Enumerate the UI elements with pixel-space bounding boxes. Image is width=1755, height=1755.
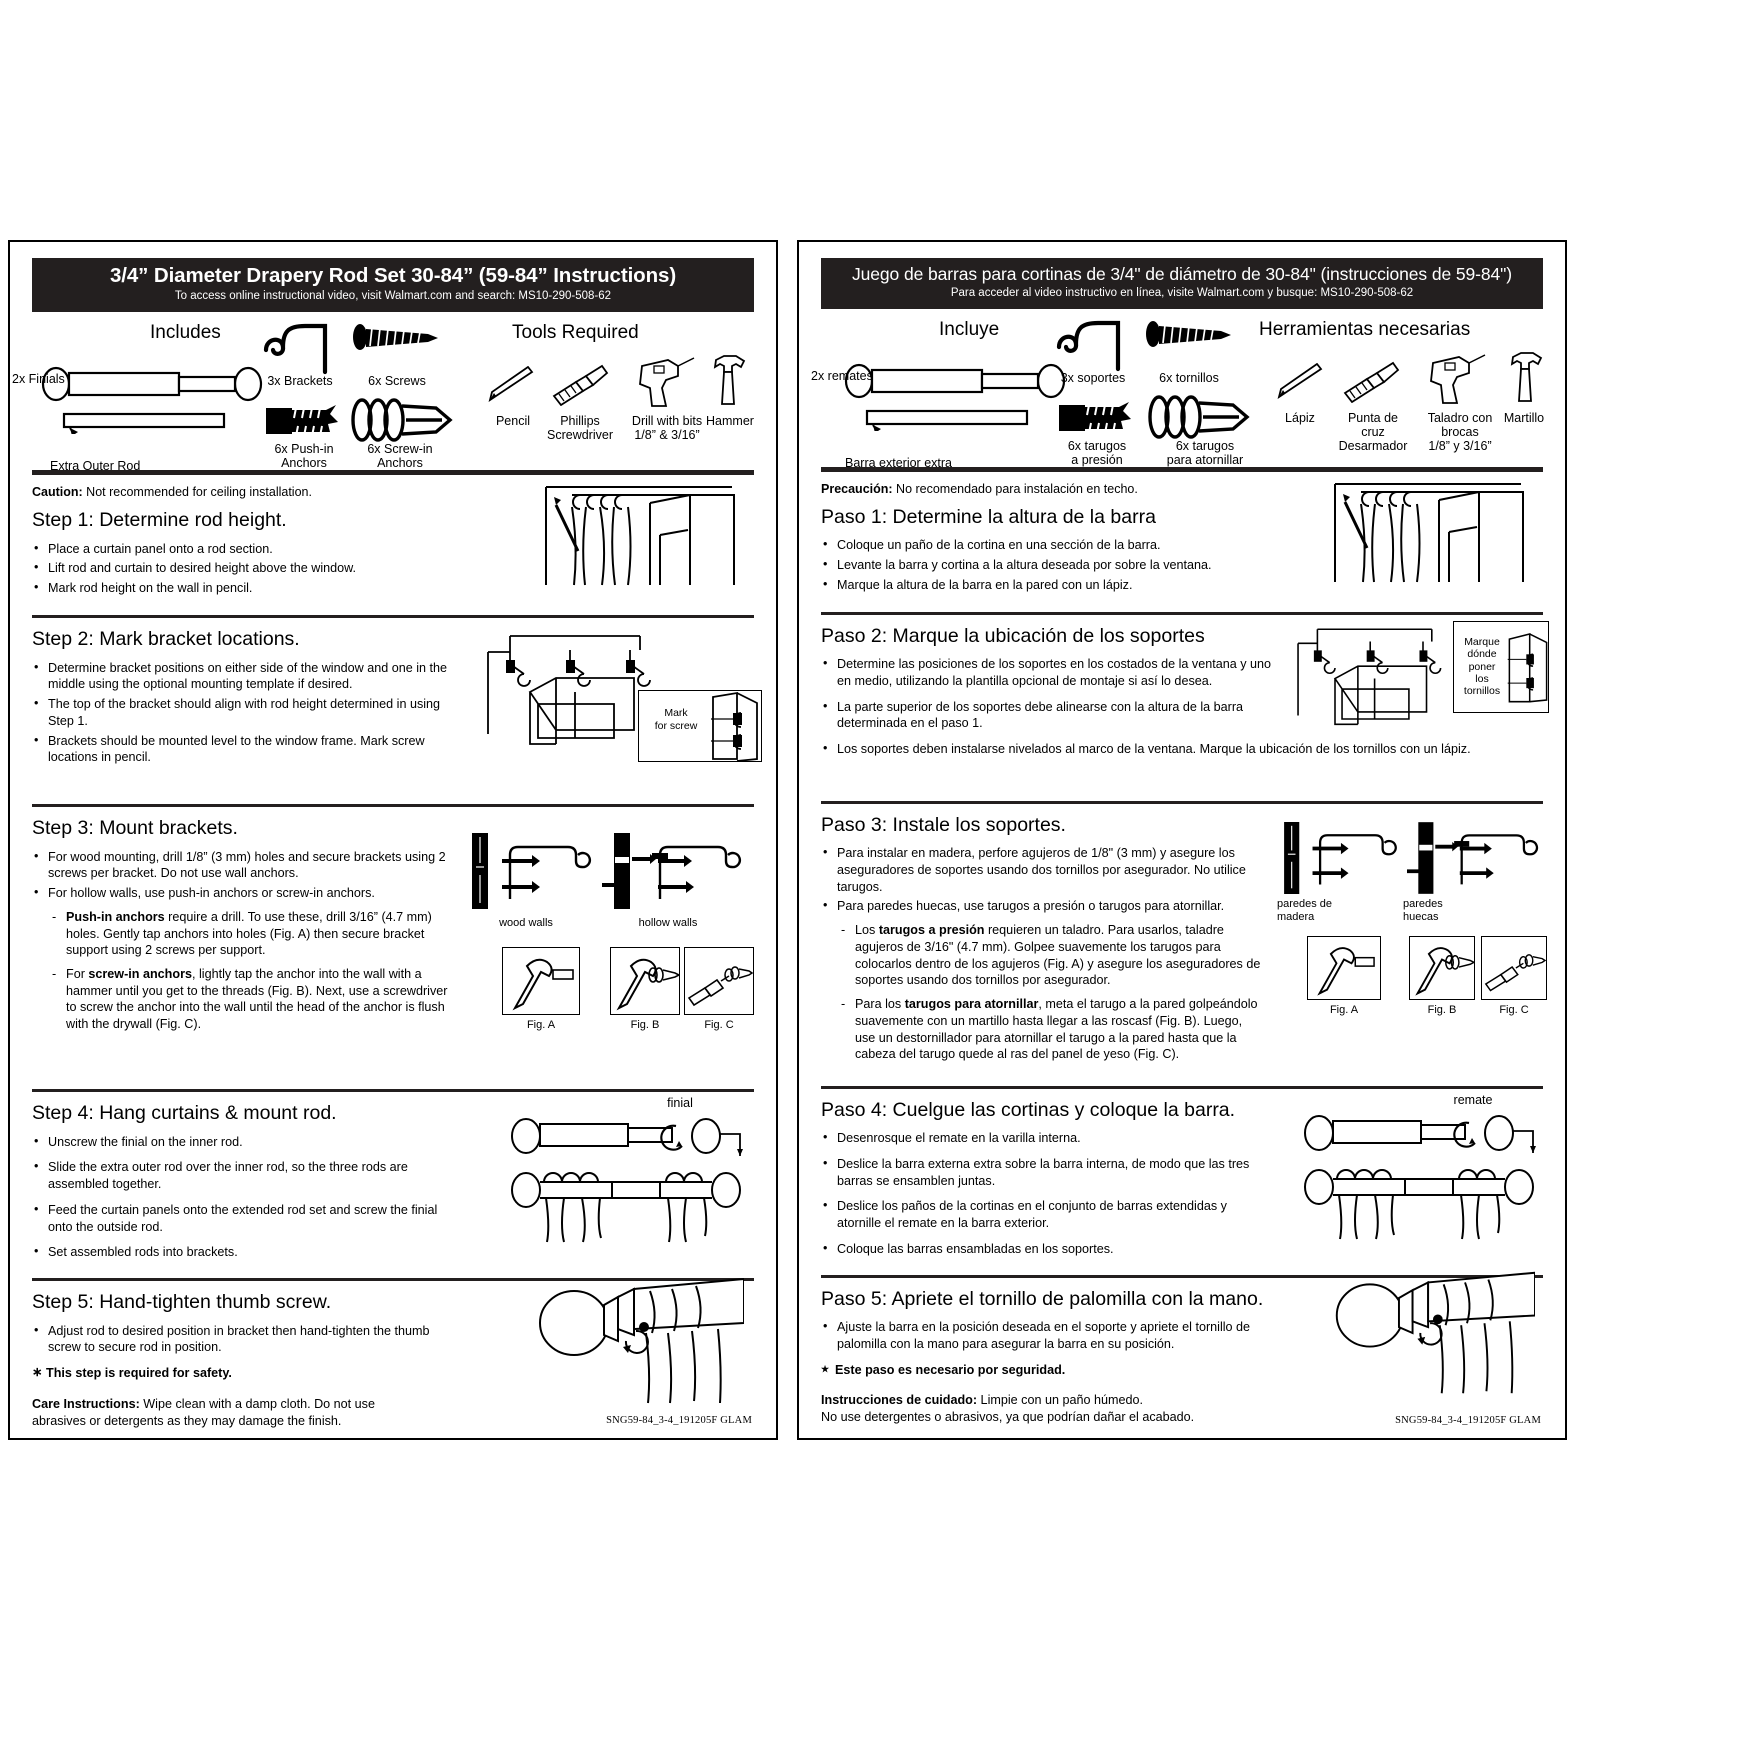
step-2-bullet: • Determine bracket positions on either side of the window and one in the middle using the optional mounting template if desired.: [32, 660, 452, 693]
fig-b-caption-english: Fig. B: [630, 1019, 660, 1032]
figure-a-box: [1307, 936, 1381, 1000]
section-step-2-spanish: [821, 615, 1543, 801]
step-5-bullet: • Ajuste la barra en la posición deseada en el soporte y apriete el tornillo de palomilla con la mano para asegurar la barra en su posición.: [821, 1319, 1271, 1352]
label-hollow-walls-english: hollow walls: [638, 917, 698, 930]
bracket-icon: [1053, 315, 1135, 373]
curtain-on-rod-illustration: [532, 481, 742, 591]
label-drill-line2-spanish: brocas: [1441, 424, 1479, 439]
label-screw-in-anchors-line1-english: 6x Screw-in: [367, 442, 433, 457]
figure-b-box: [1409, 936, 1475, 1000]
push-in-anchors-bold-spanish: tarugos a presión: [878, 923, 985, 938]
fig-a-caption-english: Fig. A: [526, 1019, 556, 1032]
care-instructions-spanish: [821, 1392, 1271, 1409]
title-bar-spanish: [821, 258, 1543, 309]
includes-band-english: [12, 320, 754, 474]
drill-icon: [1423, 351, 1489, 405]
caution-label-spanish: Precaución:: [821, 481, 893, 496]
mark-screws-line1-spanish: Marque: [1464, 635, 1500, 648]
label-brackets-spanish: 3x soportes: [1060, 370, 1126, 385]
label-brackets-english: 3x Brackets: [267, 374, 333, 389]
mark-screws-detail-box-spanish: [1453, 621, 1549, 713]
step-3-bullet: • For hollow walls, use push-in anchors or screw-in anchors.: [32, 885, 452, 902]
finial-label-spanish: remate: [1453, 1092, 1493, 1107]
pencil-icon: [1273, 363, 1331, 403]
tools-heading-english: Tools Required: [512, 322, 639, 344]
push-in-anchors-bold-english: Push-in anchors: [66, 909, 165, 924]
step-1-bullet: • Coloque un paño de la cortina en una sección de la barra.: [821, 537, 1543, 554]
label-hollow-walls-line2-spanish: huecas: [1403, 911, 1439, 923]
section-step-1-english: [32, 475, 754, 615]
caution-label-english: Caution:: [32, 485, 83, 500]
hammer-anchor-figure-b-icon: [611, 948, 679, 1014]
fig-c-caption-spanish: Fig. C: [1499, 1003, 1529, 1016]
screw-in-anchors-bold-spanish: tarugos para atornillar: [904, 997, 1039, 1012]
care-text-english: Wipe clean with a damp cloth. Do not use abrasives or detergents as they may damage the finish.: [32, 1396, 375, 1428]
rod-with-finials-icon: [40, 362, 280, 434]
phillips-screwdriver-icon: [1341, 359, 1403, 403]
step-3-title-spanish: Paso 3: Instale los soportes.: [821, 813, 1066, 836]
page-subtitle-english: To access online instructional video, visit Walmart.com and search: MS10-290-508-62: [174, 289, 612, 302]
thumb-screw-illustration: [1329, 1268, 1535, 1396]
step-2-bullet: • La parte superior de los soportes debe alinearse con la altura de la barra determinada en el paso 1.: [821, 699, 1283, 732]
label-drill-line2-english: 1/8” & 3/16”: [634, 428, 700, 443]
step-4-title-spanish: Paso 4: Cuelgue las cortinas y coloque la barra.: [821, 1098, 1236, 1121]
wood-wall-mount-illustration: [470, 833, 592, 909]
page-title-english: 3/4” Diameter Drapery Rod Set 30-84” (59-84” Instructions): [109, 264, 677, 287]
label-push-in-anchors-line1-english: 6x Push-in: [274, 442, 334, 457]
step-4-bullet: • Slide the extra outer rod over the inner rod, so the three rods are assembled together.: [32, 1159, 452, 1192]
step-4-bullet: • Set assembled rods into brackets.: [32, 1244, 452, 1261]
step-1-title-english: Step 1: Determine rod height.: [32, 509, 287, 532]
screw-in-anchor-icon: [1147, 393, 1255, 441]
step-1-bullet: • Lift rod and curtain to desired height above the window.: [32, 560, 754, 577]
label-extra-outer-rod-english: Extra Outer Rod: [50, 459, 141, 474]
label-screwdriver-line2-spanish: cruz: [1361, 424, 1385, 439]
label-screwdriver-line2-english: Screwdriver: [547, 428, 613, 443]
step-4-bullet: • Deslice la barra externa extra sobre la barra interna, de modo que las tres barras se ensamblen juntas.: [821, 1156, 1269, 1189]
hammer-anchor-figure-a-icon: [503, 948, 579, 1014]
pencil-icon: [484, 366, 542, 406]
step-2-bullet: • Determine las posiciones de los soportes en los costados de la ventana y uno en medio, utilizando la plantilla opcional de montaje si así lo desea.: [821, 656, 1283, 689]
figure-c-box: [684, 947, 754, 1015]
thumb-screw-illustration: [532, 1275, 744, 1405]
step-4-bullet: • Unscrew the finial on the inner rod.: [32, 1134, 452, 1151]
step-3-bullet: • Para paredes huecas, use tarugos a presión o tarugos para atornillar.: [821, 898, 1261, 915]
caution-text-spanish: No recomendado para instalación en techo.: [892, 481, 1138, 496]
step-4-bullet: • Desenrosque el remate en la varilla interna.: [821, 1130, 1269, 1147]
step-3-title-english: Step 3: Mount brackets.: [32, 817, 238, 840]
section-step-4-spanish: [821, 1089, 1543, 1275]
push-in-anchors-text-spanish: requieren un taladro. Para usarlos, taladre agujeros de 3/16" (4.7 mm). Golpee suavemente los tarugos para colocarlos dentro de los agujeros (Fig. A) y asegure los aseguradores de soportes usando dos tornillos por asegurador.: [855, 923, 1261, 988]
step-1-bullet: • Marque la altura de la barra en la pared con un lápiz.: [821, 577, 1543, 594]
label-screws-spanish: 6x tornillos: [1159, 370, 1219, 385]
label-drill-line1-english: Drill with bits: [631, 414, 703, 429]
label-push-in-anchors-line2-english: Anchors: [281, 456, 327, 471]
screw-in-anchors-pre-english: For: [66, 967, 89, 981]
label-push-in-anchors-line1-spanish: 6x tarugos: [1067, 438, 1127, 453]
curtain-on-rod-illustration: [1321, 478, 1531, 588]
step-3-sub-bullet-push-in: [32, 909, 452, 959]
mark-for-screw-line1-english: Mark: [664, 707, 688, 720]
screw-in-anchors-text-english: , lightly tap the anchor into the wall with a hammer until you get to the threads (Fig. B). Next, use a screwdriver to screw the anchor into the wall until the head of the anchor is flush with the drywall (Fig. C).: [66, 967, 448, 1032]
mark-screws-line4-spanish: los tornillos: [1463, 672, 1501, 698]
hammer-icon: [708, 354, 750, 408]
fig-b-caption-spanish: Fig. B: [1427, 1003, 1457, 1016]
screw-icon: [350, 322, 442, 356]
bracket-screw-detail-icon: [1506, 624, 1550, 710]
finial-label-english: finial: [667, 1096, 693, 1111]
label-screwdriver-line3-spanish: Desarmador: [1338, 438, 1408, 453]
step-1-bullet: • Levante la barra y cortina a la altura deseada por sobre la ventana.: [821, 557, 1543, 574]
mark-for-screw-line2-english: for screw: [654, 719, 698, 732]
includes-band-spanish: [811, 317, 1545, 470]
section-step-3-english: [32, 807, 754, 1089]
step-3-bullet: • For wood mounting, drill 1/8” (3 mm) holes and secure brackets using 2 screws per bracket. Do not use wall anchors.: [32, 849, 452, 882]
step-4-bullet: • Deslice los paños de la cortinas en el conjunto de barras extendidas y atornille el remate en la barra exterior.: [821, 1198, 1269, 1231]
rod-with-finials-icon: [843, 359, 1083, 431]
drill-icon: [632, 354, 698, 408]
panel-spanish: [797, 240, 1567, 1440]
figure-b-box: [610, 947, 680, 1015]
step-2-bullet: • The top of the bracket should align with rod height determined in using Step 1.: [32, 696, 452, 729]
step-5-bullet: • Adjust rod to desired position in bracket then hand-tighten the thumb screw to secure rod in position.: [32, 1323, 432, 1356]
label-wood-walls-line1-spanish: paredes de: [1277, 897, 1333, 910]
label-drill-line3-spanish: 1/8” y 3/16”: [1428, 438, 1492, 453]
wood-wall-mount-illustration: [1281, 822, 1399, 894]
label-extra-outer-rod-spanish: Barra exterior extra: [845, 455, 952, 470]
includes-heading-english: Includes: [150, 322, 221, 344]
step-3-sub-bullet-screw-in: [821, 996, 1261, 1063]
label-screwdriver-line1-spanish: Punta de: [1347, 410, 1399, 425]
bracket-positions-illustration: [1291, 623, 1467, 727]
label-hammer-spanish: Martillo: [1503, 410, 1545, 425]
step-4-bullet: • Coloque las barras ensambladas en los soportes.: [821, 1241, 1269, 1258]
rod-assembly-illustration: [1301, 1109, 1537, 1243]
push-in-anchor-icon: [262, 400, 354, 442]
step-3-sub-bullet-screw-in: [32, 966, 452, 1033]
care-text2-spanish: No use detergentes o abrasivos, ya que podrían dañar el acabado.: [821, 1410, 1195, 1425]
includes-heading-spanish: Incluye: [939, 318, 1000, 340]
screwdriver-anchor-figure-c-icon: [685, 948, 753, 1014]
label-hammer-english: Hammer: [706, 414, 754, 429]
label-finials-english: 2x Finials: [12, 372, 65, 387]
step-5-safety-note-english: ∗ This step is required for safety.: [32, 1365, 432, 1382]
label-screw-in-anchors-line2-english: Anchors: [377, 456, 423, 471]
footer-code-english: SNG59-84_3-4_191205F GLAM: [606, 1415, 752, 1426]
label-screws-english: 6x Screws: [368, 374, 426, 389]
mark-for-screw-detail-box-english: [638, 690, 762, 762]
label-wood-walls-line2-spanish: madera: [1277, 911, 1315, 923]
step-2-bullet: • Brackets should be mounted level to the window frame. Mark screw locations in pencil.: [32, 733, 452, 766]
footer-code-spanish: SNG59-84_3-4_191205F GLAM: [1395, 1415, 1541, 1426]
page-subtitle-spanish: Para acceder al video instructivo en línea, visite Walmart.com y busque: MS10-290-508-62: [950, 286, 1414, 299]
screw-in-anchors-text-spanish: , meta el tarugo a la pared golpeándolo suavemente con un martillo hasta llegar a las roscasf (Fig. B). Luego, use un destornillador para atornillar el tarugo a la pared hasta que la cabeza del tarugo quede al ras del panel de yeso (Fig. C).: [855, 997, 1258, 1062]
label-pencil-spanish: Lápiz: [1285, 410, 1315, 425]
section-step-2-english: [32, 618, 754, 804]
tools-heading-spanish: Herramientas necesarias: [1259, 318, 1471, 340]
hammer-icon: [1505, 351, 1547, 405]
label-finials-spanish: 2x remates: [811, 368, 873, 383]
screw-icon: [1143, 319, 1235, 353]
hammer-anchor-figure-a-icon: [1308, 937, 1380, 999]
screw-in-anchors-bold-english: screw-in anchors: [88, 967, 192, 981]
fig-c-caption-english: Fig. C: [704, 1019, 734, 1032]
caution-text-english: Not recommended for ceiling installation.: [82, 485, 312, 500]
step-5-title-english: Step 5: Hand-tighten thumb screw.: [32, 1291, 332, 1314]
step-3-sub-bullet-push-in: [821, 922, 1261, 989]
step-1-bullet: • Place a curtain panel onto a rod section.: [32, 541, 754, 558]
mark-screws-line3-spanish: poner: [1468, 660, 1496, 673]
push-in-anchor-icon: [1055, 397, 1147, 439]
care-text-spanish: Limpie con un paño húmedo.: [977, 1393, 1143, 1408]
step-3-bullet: • Para instalar en madera, perfore agujeros de 1/8" (3 mm) y asegure los aseguradores de soportes usando dos tornillos por asegurador. No utilice tarugos.: [821, 845, 1261, 895]
push-in-anchors-text-english: require a drill. To use these, drill 3/16” (4.7 mm) holes. Gently tap anchors into holes (Fig. A) then secure bracket support using 2 screws per support.: [66, 909, 432, 958]
figure-c-box: [1481, 936, 1547, 1000]
label-pencil-english: Pencil: [495, 414, 531, 429]
section-step-3-spanish: [821, 804, 1543, 1086]
screw-in-anchor-icon: [350, 396, 458, 444]
bracket-icon: [260, 318, 342, 376]
rod-assembly-illustration: [508, 1112, 744, 1246]
screwdriver-anchor-figure-c-icon: [1482, 937, 1546, 999]
hollow-wall-mount-illustration: [602, 833, 742, 909]
step-5-safety-note-spanish: ★ Este paso es necesario por seguridad.: [821, 1362, 1271, 1379]
label-hollow-walls-line1-spanish: paredes: [1403, 897, 1443, 910]
step-2-title-english: Step 2: Mark bracket locations.: [32, 628, 300, 651]
label-drill-line1-spanish: Taladro con: [1427, 410, 1493, 425]
step-4-title-english: Step 4: Hang curtains & mount rod.: [32, 1102, 337, 1125]
hollow-wall-mount-illustration: [1407, 822, 1539, 894]
figure-a-box: [502, 947, 580, 1015]
care-label-spanish: Instrucciones de cuidado:: [821, 1393, 978, 1408]
title-bar-english: [32, 258, 754, 312]
step-1-bullet: • Mark rod height on the wall in pencil.: [32, 580, 754, 597]
step-2-bullet: • Los soportes deben instalarse nivelados al marco de la ventana. Marque la ubicación de los tornillos con un lápiz.: [821, 741, 1543, 758]
label-wood-walls-english: wood walls: [499, 917, 553, 930]
label-push-in-anchors-line2-spanish: a presión: [1071, 452, 1123, 467]
label-screw-in-anchors-line1-spanish: 6x tarugos: [1175, 438, 1235, 453]
page-title-spanish: Juego de barras para cortinas de 3/4" de diámetro de 30-84" (instrucciones de 59-84"): [852, 264, 1512, 284]
bracket-screw-detail-icon: [709, 691, 761, 761]
label-screw-in-anchors-line2-spanish: para atornillar: [1166, 452, 1244, 467]
section-step-4-english: [32, 1092, 754, 1278]
label-screwdriver-line1-english: Phillips: [560, 414, 600, 429]
care-label-english: Care Instructions:: [32, 1396, 140, 1411]
phillips-screwdriver-icon: [550, 362, 612, 406]
step-2-title-spanish: Paso 2: Marque la ubicación de los soportes: [821, 624, 1205, 647]
step-4-bullet: • Feed the curtain panels onto the extended rod set and screw the finial onto the outside rod.: [32, 1202, 452, 1235]
push-in-anchors-pre-spanish: Los: [855, 923, 879, 938]
hammer-anchor-figure-b-icon: [1410, 937, 1474, 999]
fig-a-caption-spanish: Fig. A: [1329, 1003, 1359, 1016]
screw-in-anchors-pre-spanish: Para los: [855, 997, 905, 1012]
panel-english: [8, 240, 778, 1440]
step-1-title-spanish: Paso 1: Determine la altura de la barra: [821, 505, 1156, 528]
step-5-title-spanish: Paso 5: Apriete el tornillo de palomilla con la mano.: [821, 1287, 1264, 1310]
section-step-1-spanish: [821, 472, 1543, 612]
care-instructions-english: [32, 1396, 432, 1429]
mark-screws-line2-spanish: dónde: [1467, 648, 1497, 661]
